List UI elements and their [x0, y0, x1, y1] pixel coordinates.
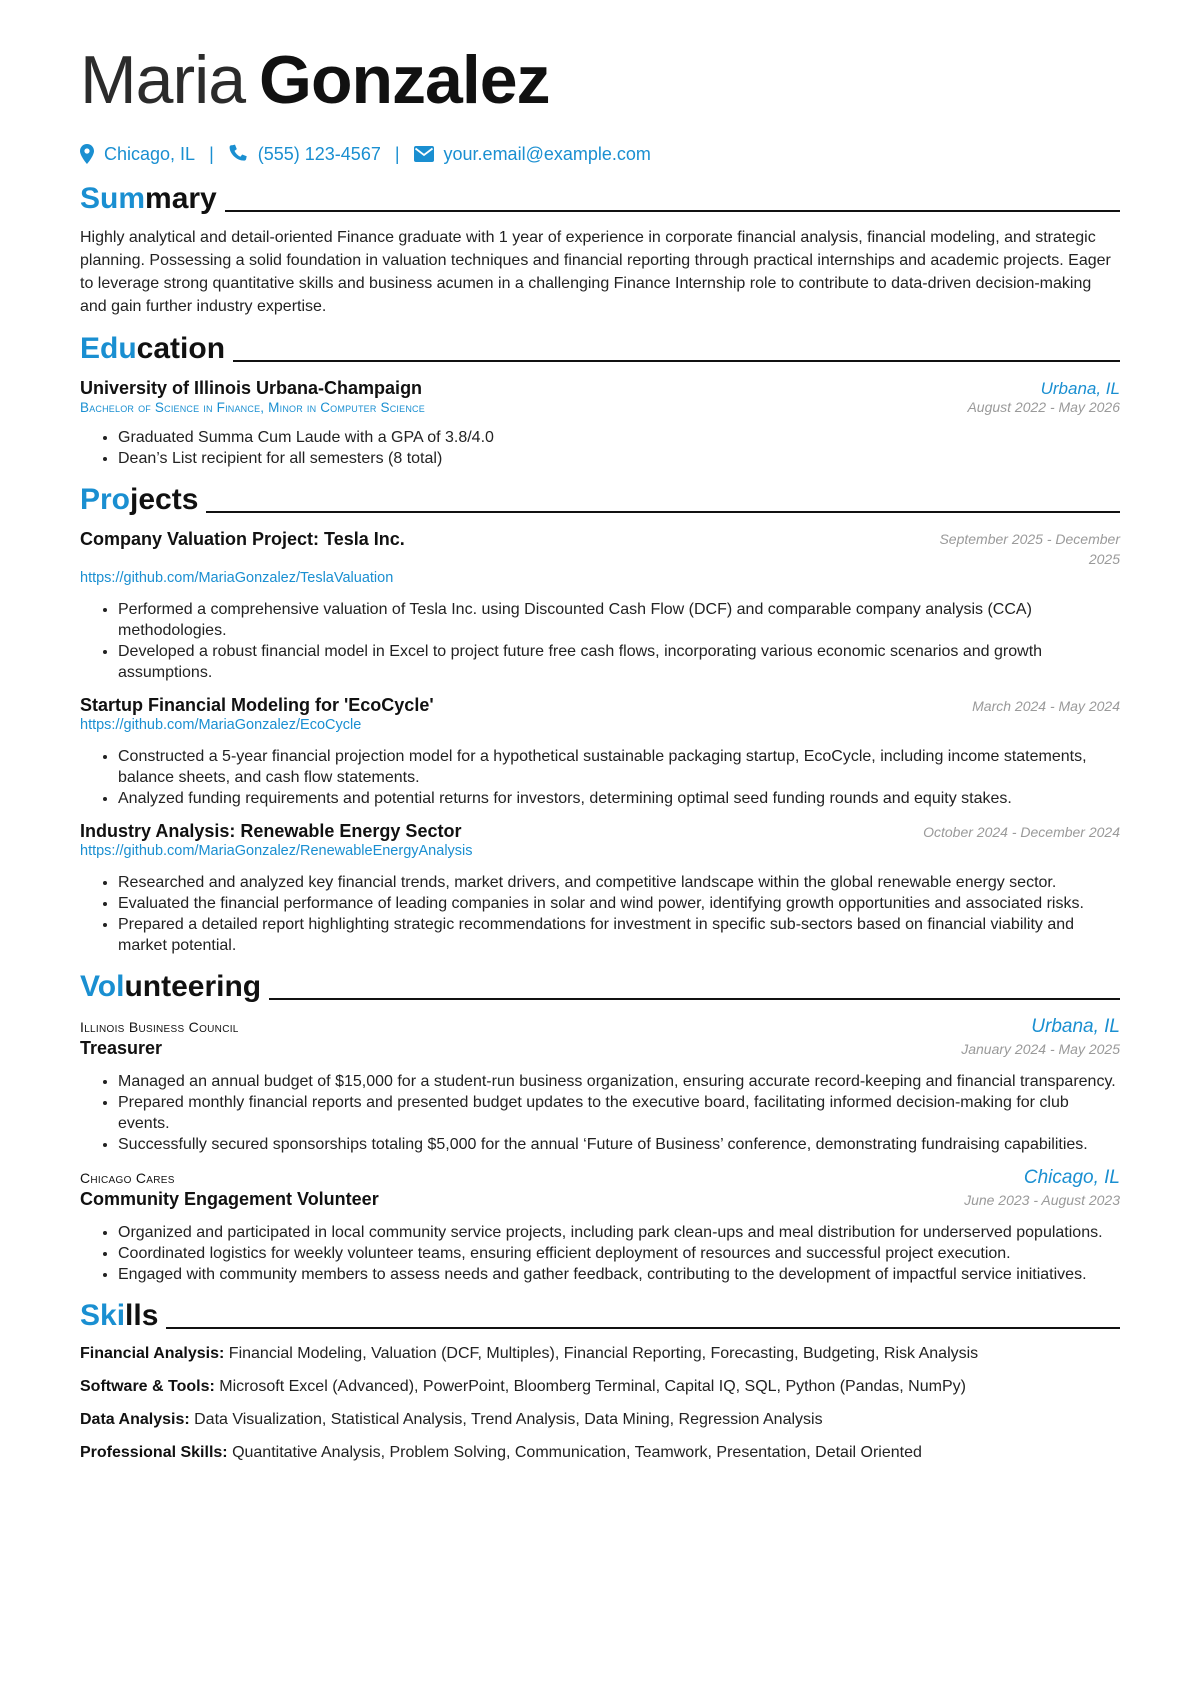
- project-dates: September 2025 - December 2025: [939, 531, 1120, 567]
- degree: Bachelor of Science in Finance, Minor in Computer Science: [80, 400, 425, 415]
- envelope-icon: [414, 146, 434, 162]
- section-title: Education: [80, 332, 226, 365]
- list-item: • Managed an annual budget of $15,000 for a student-run business organization, ensuring accurate record-keeping and financial transparency.: [118, 1071, 1120, 1092]
- contact-separator: |: [209, 143, 214, 164]
- section-title: Projects: [80, 483, 199, 516]
- volunteer-bullets: [80, 1222, 1120, 1285]
- skill-value: Financial Modeling, Valuation (DCF, Multiples), Financial Reporting, Forecasting, Budgeting, Risk Analysis: [228, 1345, 979, 1362]
- list-item: • Performed a comprehensive valuation of Tesla Inc. using Discounted Cash Flow (DCF) and comparable company analysis (CCA) methodologies.: [118, 599, 1120, 641]
- section-rule: [233, 360, 1120, 362]
- volunteering-header: [80, 966, 1120, 1004]
- project-dates: March 2024 - May 2024: [972, 698, 1120, 714]
- skill-label: Financial Analysis:: [80, 1345, 225, 1362]
- list-item: • Prepared a detailed report highlighting strategic recommendations for investment in specific sub-sectors based on financial viability and market potential.: [118, 914, 1120, 956]
- project-title: Startup Financial Modeling for 'EcoCycle': [80, 695, 434, 715]
- skill-label: Software & Tools:: [80, 1378, 215, 1395]
- education-header: [80, 328, 1120, 366]
- section-rule: [225, 210, 1120, 212]
- section-title: Volunteering: [80, 970, 262, 1003]
- skill-label: Professional Skills:: [80, 1444, 228, 1461]
- list-item: • Constructed a 5-year financial projection model for a hypothetical sustainable packaging startup, EcoCycle, including income statements, balance sheets, and cash flow statements.: [118, 746, 1120, 788]
- project-dates: October 2024 - December 2024: [923, 824, 1120, 840]
- volunteer-role: Treasurer: [80, 1038, 163, 1058]
- list-item: • Coordinated logistics for weekly volunteer teams, ensuring efficient deployment of resources and successful project execution.: [118, 1243, 1120, 1264]
- summary-header: [80, 178, 1120, 216]
- project-link[interactable]: https://github.com/MariaGonzalez/RenewableEnergyAnalysis: [80, 843, 473, 859]
- volunteer-dates: January 2024 - May 2025: [961, 1041, 1120, 1057]
- candidate-name: [80, 40, 1120, 120]
- section-title: Skills: [80, 1299, 159, 1332]
- project-title: Industry Analysis: Renewable Energy Sector: [80, 821, 462, 841]
- volunteer-entry: [80, 1167, 1120, 1285]
- project-title: Company Valuation Project: Tesla Inc.: [80, 529, 405, 549]
- skills-header: [80, 1295, 1120, 1333]
- last-name: Gonzalez: [259, 42, 550, 118]
- list-item: • Engaged with community members to assess needs and gather feedback, contributing to the development of impactful service initiatives.: [118, 1264, 1120, 1285]
- project-bullets: [80, 872, 1120, 956]
- skill-row: [80, 1343, 1120, 1365]
- skill-value: Data Visualization, Statistical Analysis, Trend Analysis, Data Mining, Regression Analysis: [194, 1411, 823, 1428]
- skill-row: [80, 1442, 1120, 1464]
- list-item: • Dean’s List recipient for all semesters (8 total): [118, 448, 1120, 469]
- project-entry: [80, 529, 1120, 683]
- list-item: • Successfully secured sponsorships totaling $5,000 for the annual ‘Future of Business’ conference, demonstrating fundraising capabilities.: [118, 1134, 1120, 1155]
- school-name: University of Illinois Urbana-Champaign: [80, 378, 423, 398]
- summary-text: Highly analytical and detail-oriented Finance graduate with 1 year of experience in corporate financial analysis, financial modeling, and strategic planning. Possessing a solid foundation in valuation techniques and financial reporting through practical internships and academic projects. Eager to leverage strong quantitative skills and business acumen in a challenging Finance Internship role to contribute to data-driven decision-making and gain further industry expertise.: [80, 229, 1111, 315]
- skill-row: [80, 1376, 1120, 1398]
- contact-location: [80, 144, 195, 165]
- phone-text: (555) 123-4567: [257, 143, 381, 164]
- education-entry: [80, 378, 1120, 469]
- skills-list: [80, 1343, 1120, 1464]
- volunteer-role: Community Engagement Volunteer: [80, 1189, 379, 1209]
- list-item: • Prepared monthly financial reports and presented budget updates to the executive board, facilitating informed decision-making for club events.: [118, 1092, 1120, 1134]
- skill-value: Microsoft Excel (Advanced), PowerPoint, Bloomberg Terminal, Capital IQ, SQL, Python (Pandas, NumPy): [219, 1378, 966, 1395]
- contact-email[interactable]: [414, 144, 651, 165]
- skill-value: Quantitative Analysis, Problem Solving, Communication, Teamwork, Presentation, Detail Oriented: [232, 1444, 922, 1461]
- education-bullets: [80, 427, 1120, 469]
- section-rule: [269, 998, 1120, 1000]
- list-item: • Analyzed funding requirements and potential returns for investors, determining optimal seed funding rounds and equity stakes.: [118, 788, 1120, 809]
- project-link[interactable]: https://github.com/MariaGonzalez/TeslaValuation: [80, 570, 394, 586]
- project-link[interactable]: https://github.com/MariaGonzalez/EcoCycle: [80, 717, 362, 733]
- list-item: • Researched and analyzed key financial trends, market drivers, and competitive landscape within the global renewable energy sector.: [118, 872, 1120, 893]
- list-item: • Organized and participated in local community service projects, including park clean-ups and meal distribution for underserved populations.: [118, 1222, 1120, 1243]
- list-item: • Graduated Summa Cum Laude with a GPA of 3.8/4.0: [118, 427, 1120, 448]
- volunteer-dates: June 2023 - August 2023: [964, 1192, 1120, 1208]
- contact-separator: |: [394, 143, 400, 164]
- projects-header: [80, 479, 1120, 517]
- project-bullets: [80, 746, 1120, 809]
- project-entry: [80, 821, 1120, 956]
- volunteer-location: Urbana, IL: [1031, 1016, 1120, 1037]
- section-rule: [166, 1327, 1120, 1329]
- school-location: Urbana, IL: [1040, 379, 1120, 398]
- volunteer-location: Chicago, IL: [1023, 1167, 1120, 1188]
- education-dates: August 2022 - May 2026: [967, 399, 1120, 415]
- project-bullets: [80, 599, 1120, 683]
- map-pin-icon: [80, 144, 94, 164]
- location-text: Chicago, IL: [104, 143, 196, 164]
- list-item: • Developed a robust financial model in Excel to project future free cash flows, incorporating various economic scenarios and growth assumptions.: [118, 641, 1120, 683]
- section-rule: [206, 511, 1120, 513]
- phone-icon: [228, 144, 248, 164]
- contact-line: [80, 140, 1120, 168]
- contact-phone[interactable]: [228, 144, 381, 165]
- organization-name: Illinois Business Council: [80, 1019, 239, 1035]
- project-entry: [80, 695, 1120, 809]
- email-text: your.email@example.com: [443, 143, 651, 164]
- skill-row: [80, 1409, 1120, 1431]
- section-title: Summary: [80, 182, 217, 215]
- list-item: • Evaluated the financial performance of leading companies in solar and wind power, identifying growth opportunities and associated risks.: [118, 893, 1120, 914]
- organization-name: Chicago Cares: [80, 1170, 175, 1186]
- volunteer-bullets: [80, 1071, 1120, 1155]
- skill-label: Data Analysis:: [80, 1411, 190, 1428]
- first-name: Maria: [80, 42, 246, 118]
- volunteer-entry: [80, 1016, 1120, 1155]
